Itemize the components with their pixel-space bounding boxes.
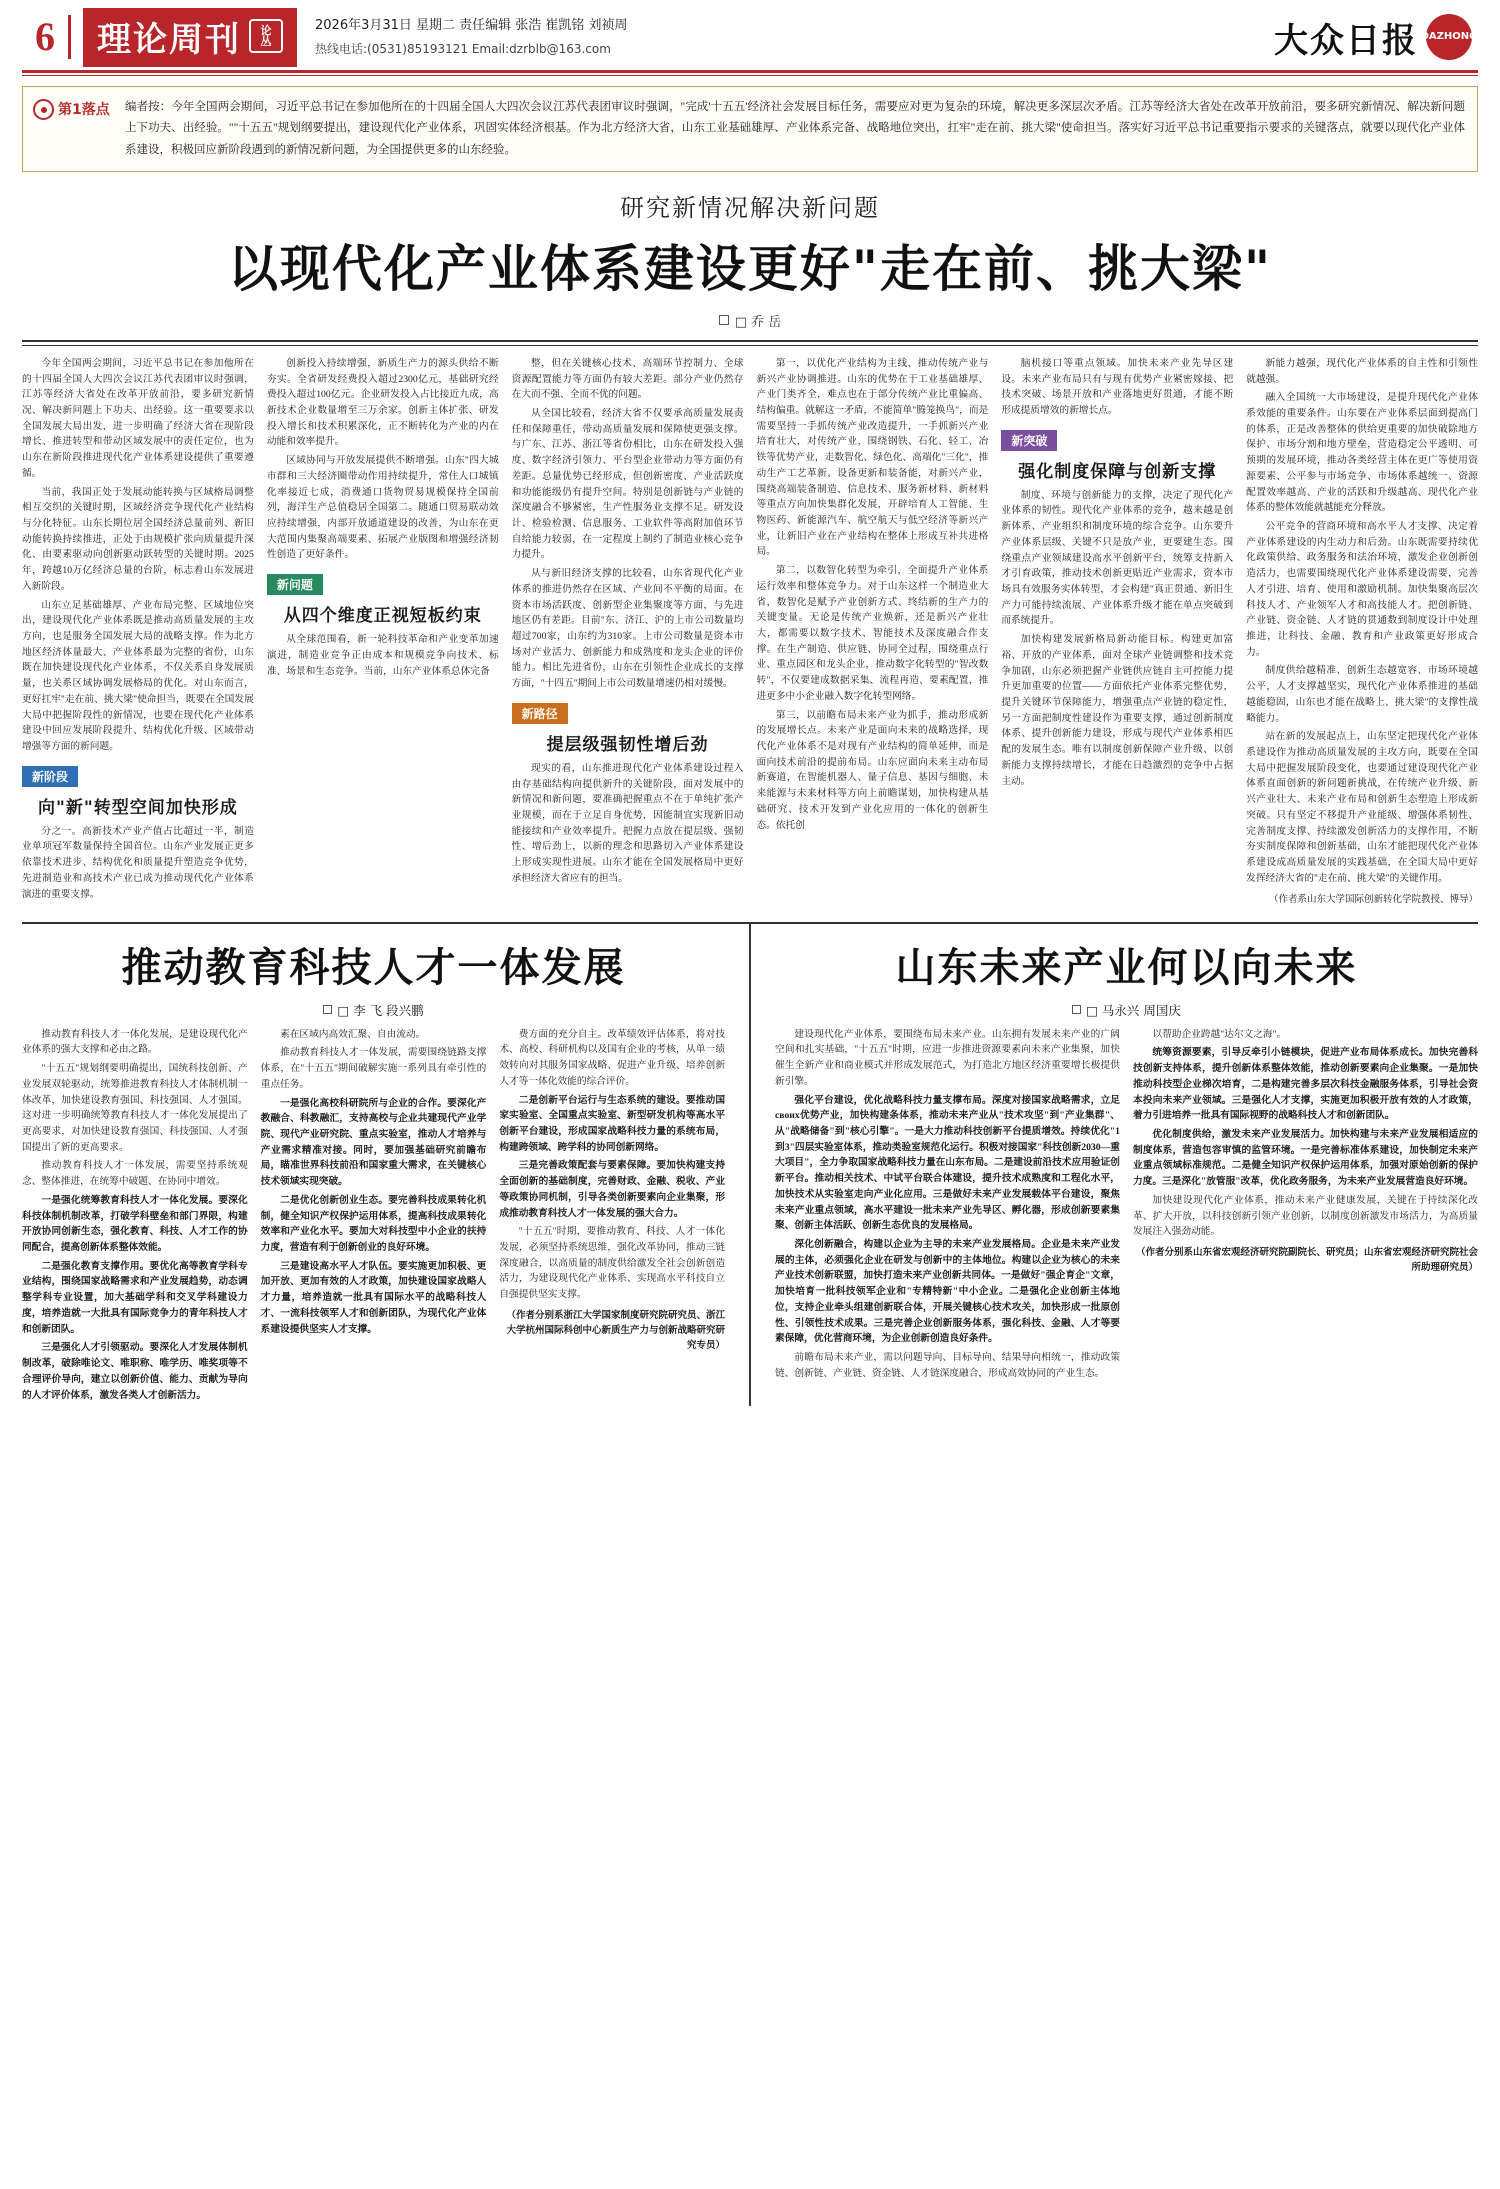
column-2	[267, 356, 499, 908]
paragraph: 推动教育科技人才一体发展，需要坚持系统观念、整体推进，在统筹中破题、在协同中增效。	[22, 1160, 248, 1188]
section-subhead-new-breakthrough: 强化制度保障与创新支撑	[1018, 461, 1217, 482]
section-tag-new-breakthrough: 新突破	[1001, 430, 1057, 451]
seal-top-text: 论	[260, 24, 272, 37]
column-3	[512, 356, 744, 908]
paragraph: 当前，我国正处于发展动能转换与区域格局调整相互交织的关键时期，区域经济竞争现代化产业结构与分化特征。山东长期位居全国经济总量前列、新旧动能转换持续推进，正处于由规模扩张向质量提升深化、由要素驱动向创新驱动跃转型的关键时期。2025年，跨越10万亿经济总量的台阶，标志着山东发展进入新阶段。	[22, 486, 254, 592]
paragraph: 区域协同与开放发展提供不断增强。山东"四大城市群和三大经济圈带动作用持续提升，常住人口城镇化率接近七成，消费通口货物贸易规模保持全国前列，海洋生产总值稳居全国第二。随通口贸易联动效应持续增强，内部开放通道建设的改善，为山东在更大范围内集聚高端要素、拓展产业版图和增强经济韧性创造了更好条件。	[266, 455, 499, 561]
byline-text: □ 乔 岳	[734, 314, 782, 330]
masthead-rule-thin	[22, 75, 1478, 76]
issue-date-line: 2026年3月31日 星期二 责任编辑 张浩 崔凯铭 刘祯周	[315, 18, 628, 34]
paragraph: 前瞻布局未来产业，需以问题导向、目标导向、结果导向相统一，推动政策链、创新链、产业链、资金链、人才链深度融合，形成高效协同的产业生态。	[775, 1352, 1120, 1379]
masthead	[18, 0, 1482, 68]
paragraph: 脑机接口等重点领域。加快未来产业先导区建设。未来产业布局只有与现有优势产业紧密嫁接、把技术突破、场景开放和产业落地更好贯通，才能不断形成提质增效的新增长点。	[1001, 357, 1234, 416]
feature-right-column-1	[775, 1027, 1120, 1385]
feature-left-byline	[22, 1001, 725, 1019]
article-headline: 以现代化产业体系建设更好"走在前、挑大梁"	[227, 239, 1273, 298]
contact-line: 热线电话:(0531)85193121 Email:dzrblb@163.com	[315, 41, 611, 56]
paragraph: 站在新的发展起点上，山东坚定把现代化产业体系建设作为推动高质量发展的主攻方向，既要在全国大局中把握发展阶段变化，也要通过建设现代化产业体系直面创新的新问题新挑战，在传统产业升级、新兴产业壮大、未来产业布局和创新生态塑造上形成新突破。只有坚定不移提升产业能级、增强体系韧性、完善制度支撑、持续激发创新活力的支撑作用，不断夯实制度保障和创新基础，山东才能把现代化产业体系建设成高质量发展的实践基础，在全国大局中更好发挥经济大省的"走在前、挑大梁"的关键作用。	[1246, 731, 1478, 884]
feature-left-byline-text: □ 李 飞 段兴鹏	[337, 1002, 424, 1018]
paragraph: 二是强化教育支撑作用。要优化高等教育学科专业结构，围绕国家战略需求和产业发展趋势，动态调整学科专业设置，加大基础学科和交叉学科建设力度，培养造就一大批具有国际竞争力的青年科技人才和创新团队。	[22, 1260, 248, 1335]
paragraph: 三是完善政策配套与要素保障。要加快构建支持全面创新的基础制度，完善财政、金融、税收、产业等政策协同机制，引导各类创新要素向企业集聚，形成推动教育科技人才一体发展的强大合力。	[499, 1160, 726, 1219]
paragraph: 一是强化高校科研院所与企业的合作。要深化产教融合、科教融汇，支持高校与企业共建现代产业学院、现代产业研究院、重点实验室，推动人才培养与产业需求精准对接。同时，要加强基础研究前瞻布局，瞄准世界科技前沿和国家重大需求，在关键核心技术领域实现突破。	[260, 1097, 487, 1188]
main-article-columns	[22, 356, 1478, 908]
paragraph: 制度供给越精准、创新生态越宽容、市场环境越公平，人才支撑越坚实，现代化产业体系推进的基础越能稳固，山东也才能在战略上、挑大梁"的支撑性战略能力。	[1246, 665, 1478, 724]
paragraph: 整，但在关键核心技术、高端环节控制力、全球资源配置能力等方面仍有较大差距。部分产业仍然存在大而不强、全而不优的问题。	[511, 357, 744, 401]
paragraph: 建设现代化产业体系，要围绕布局未来产业。山东拥有发展未来产业的广阔空间和扎实基础，"十五五"时期，应进一步推进资源要素向未来产业集聚，加快催生全新产业和商业模式并形成发展范式，为打造北方地区经济重要增长极提供新引擎。	[775, 1028, 1120, 1087]
section-tag-new-problem: 新问题	[267, 574, 323, 595]
section-tag-wrap-1	[22, 758, 254, 791]
byline-marker-icon	[719, 315, 729, 325]
paragraph: 以帮助企业跨越"达尔文之海"。	[1152, 1028, 1287, 1040]
masthead-brand	[1274, 13, 1476, 62]
paragraph: 融入全国统一大市场建设，是提升现代化产业体系效能的重要条件。山东要在产业体系层面到提高门的体系，正是改善整体的供给更重要的加快破除地方保护、市场分割和地方壁垒，营造稳定公平透明、可预期的发展环境，推动各类经营主体在更广等使用资源要素、公平参与市场竞争、市场体系越统一、资源配置效率越高、产业的活跃和升级越高、现代化产业体系的整体效能就越能充分释放。	[1246, 392, 1478, 514]
paragraph: 第一，以优化产业结构为主线，推动传统产业与新兴产业协调推进。山东的优势在于工业基础雄厚、产业门类齐全，难点也在于部分传统产业比重偏高、结构偏重。就解这一矛盾，不能简单"腾笼换鸟"，而是需要坚持一手抓传统产业改造提升，一手抓新兴产业培育壮大，对传统产业，围绕钢铁、石化、轻工、冶铁等优势产业，走数智化、绿色化、高端化"三化"，推动生产工艺革新、设备更新和装备能，对新兴产业，围绕高端装备制造、信息技术、服务新材料、新材料等重点方向加快集群化发展，开辟培育人工智能、生物医药、新能源汽车、航空航天与低空经济等新兴产业，让新旧产业在产业结构在整体上形成互补共进格局。	[756, 357, 989, 558]
masthead-meta	[315, 16, 628, 58]
paragraph: 制度、环境与创新能力的支撑，决定了现代化产业体系的韧性。现代化产业体系的竞争，越来越是创新体系、产业组织和制度环境的综合竞争。山东要升产业体系层级、关键不只是放产业，更要建生态。围绕重点产业领域建设高水平创新平台，统筹支持新入才引育政策，推动技术创新更贴近产业需求，资本市场具有效服务实体转型，才会构建"真正贯通、新旧生产力可能持续流展、产业体系升级才能在单点突破到而系统提升。	[1001, 489, 1234, 627]
feature-right-title: 山东未来产业何以向未来	[895, 944, 1358, 991]
column-5	[1001, 356, 1233, 908]
paragraph: 深化创新融合，构建以企业为主导的未来产业发展格局。企业是未来产业发展的主体，必须强化企业在研发与创新中的主体地位。构建以企业为核心的未来产业技术创新联盟，加快打造未来产业创新共同体。一是做好"强企育企"文章，加快培育一批科技领军企业和"专精特新"中小企业。二是强化企业创新主体地位，支持企业牵头组建创新联合体，开展关键核心技术攻关，加快形成一批原创性、引领性技术成果。三是完善企业创新服务体系，强化科技、金融、人才等要素保障，优化营商环境，为企业创新创造良好条件。	[775, 1239, 1120, 1345]
paragraph: 强化平台建设，优化战略科技力量支撑布局。深度对接国家战略需求，立足своих优势产业，加快构建条体系，推动未来产业从"技术攻坚"到"产业集群"、从"战略储备"到"核心引擎"。一是大力推动科技创新平台提质增效。持续优化"1到3"四层实验室体系，推动类验室规范化运行。积极对接国家"科技创新2030—重大项目"，全力争取国家战略科技力量在山东布局。二是建设前沿技术应用验证创新平台。推动相关技术、中试平台联合体建设，提升技术成熟度和工程化水平，加快技术从实验室走向产业化应用。三是做好未来产业发展载体平台建设，聚焦未来产业重点领域，高水平建设一批未来产业先导区、孵化器，形成创新要素集聚、创新主体活跃、创新生态优良的发展格局。	[775, 1094, 1120, 1232]
paragraph: 公平竞争的营商环境和高水平人才支撑、决定着产业体系建设的内生动力和后劲。山东既需要持续优化政策供给、政务服务和法治环境，激发企业创新创造活力，也需要围绕现代化产业体系建设需要，完善人才引进、培育、使用和激励机制。加快集聚高层次科技人才、产业领军人才和高技能人才。把创新链、产业链、资金链、人才链的贯通数到制度设计中处理推进，让科技、金融、教育和产业政策更好形成合力。	[1246, 520, 1478, 658]
headline-rule	[22, 340, 1478, 346]
paragraph: 三是建设高水平人才队伍。要实施更加积极、更加开放、更加有效的人才政策，加快建设国家战略人才力量，培养造就一批具有国际水平的战略科技人才、一流科技领军人才和创新团队，为现代化产业体系建设提供坚实人才支撑。	[260, 1260, 487, 1335]
paragraph: 从全球范围看，新一轮科技革命和产业变革加速演进，制造业竞争正由成本和规模竞争向技术、标准、场景和生态竞争。当前，山东产业体系总体完备	[266, 634, 499, 677]
paragraph: "十五五"规划纲要明确提出，国统科技创新、产业发展双轮驱动，统筹推进教育科技人才体制机制一体改革，加快建设教育强国、科技强国、人才强国。这对进一步明确统筹教育科技人才一体化发展提出了更高要求，对加快建设教育强国、科技强国、人才强国提出了新的更高要求。	[22, 1063, 248, 1153]
paragraph: 第三，以前瞻布局未来产业为抓手，推动形成新的发展增长点。未来产业是面向未来的战略选择，现代化产业体系不是对现有产业结构的简单延伸，而是面向技术前沿的提前布局。山东应面向未来主动布局新赛道，在智能机器人、量子信息、基因与细胞、未来能源与未来材料等方向上前瞻谋划，加快构建从基础研究、技术开发到产业化应用的一体化的创新生态。依托创	[756, 709, 989, 831]
target-icon	[33, 99, 54, 120]
paragraph: 现实的看，山东推进现代化产业体系建设过程入由存基础结构向提供新升的关键阶段，面对发展中的新情况和新问题，要准确把握重点不在于单纯扩张产业规模，而在于立足自身优势，因能制宜实现新旧动能接续和产业效率提升。把握力点放在提层级、强韧性、增后劲上，以新的理念和思路切入产业体系建设上形成实现性进展。山东才能在全国发展格局中更好承担经济大省应有的担当。	[511, 762, 744, 884]
editor-note-box	[22, 86, 1478, 172]
paragraph: 费方面的充分自主。改革绩效评估体系，将对技术、高校、科研机构以及国有企业的考核，从单一绩效转向对其服务国家战略、促进产业升级、培养创新人才等一体化效能的综合评价。	[499, 1028, 726, 1087]
page-folio: 6	[35, 14, 55, 59]
column-4	[756, 356, 988, 908]
column-6	[1246, 356, 1478, 908]
paragraph: 二是创新平台运行与生态系统的建设。要推动国家实验室、全国重点实验室、新型研发机构等高水平创新平台建设，形成国家战略科技力量的系统布局，构建跨领域、跨学科的协同创新网络。	[499, 1094, 726, 1153]
paragraph: 从与新旧经济支撑的比较看，山东省现代化产业体系的推进仍然存在区域、产业间不平衡的局面。在资本市场活跃度、创新型企业集聚度等方面，与先进地区仍有差距。目前"东、济江、沪的上市公司数量均超过700家，山东约为310家。上市公司数量是资本市场对产业活力、创新能力和成熟度和龙头企业的评价能力。相比先进省份，山东在引领性企业成长的支撑方面，"十四五"期间上市公司数量增速仍相对缓慢。	[511, 568, 744, 690]
section-tag-wrap-2	[267, 566, 499, 599]
feature-article-left	[22, 924, 725, 1407]
byline-marker-icon	[323, 1005, 332, 1014]
paragraph: 推动教育科技人才一体化发展，是建设现代化产业体系的强大支撑和必由之路。	[22, 1028, 248, 1056]
feature-right-byline-text: □ 马永兴 周国庆	[1086, 1002, 1181, 1018]
paragraph: 今年全国两会期间，习近平总书记在参加他所在的十四届全国人大四次会议江苏代表团审议时强调，江苏等经济大省处在改革开放前沿，要多研究新情况、解决新问题上下功夫、出经验。这一重要要求以全国发展大局出发，进一步明确了经济大省在现阶段增长、推进转型和带动区域发展中的责任定位，也为山东在新阶段推进现代化产业体系建设提供了重要遵循。	[22, 357, 254, 479]
feature-left-columns	[22, 1027, 725, 1407]
paragraph: 分之一。高新技术产业产值占比超过一半，制造业单项冠军数量保持全国首位。山东产业发展正更多依靠技术进步、结构优化和质量提升塑造竞争优势，先进制造业和高技术产业已成为推动现代化产业体系演进的重要支撑。	[22, 825, 254, 900]
section-tag-wrap-4	[1001, 422, 1233, 455]
article-byline	[18, 311, 1482, 330]
paragraph: 统筹资源要素，引导反牵引小链模块，促进产业布局体系成长。加快完善科技创新支持体系，提升创新体系整体效能，推动创新要素向企业集聚。一是加快推动科技型企业梯次培育，二是构建完善多层次科技金融服务体系，引导社会资本投向未来产业领域。三是强化人才支撑，实施更加积极开放有效的人才政策，着力引进培养一批具有国际视野的战略科技人才和创新团队。	[1133, 1047, 1478, 1122]
feature-right-columns	[775, 1027, 1478, 1385]
section-subhead-new-stage: 向"新"转型空间加快形成	[38, 797, 238, 818]
editor-note-text: 编者按：今年全国两会期间，习近平总书记在参加他所在的十四届全国人大四次会议江苏代表团审议时强调，"完成'十五五'经济社会发展目标任务，需要应对更为复杂的环境，解决更多深层次矛盾。江苏等经济大省处在改革开放前沿，要多研究新情况、解决新问题上下功夫、出经验。""十五五"规划纲要提出，建设现代化产业体系，巩固实体经济根基。作为北方经济大省，山东工业基础雄厚、产业体系完备、战略地位突出，扛牢"走在前、挑大梁"使命担当。落实好习近平总书记重要指示要求的关键落点，就要以现代化产业体系建设，积极回应新阶段遇到的新情况新问题，为全国提供更多的山东经验。	[125, 101, 1465, 156]
paragraph: "十五五"时期，要推动教育、科技、人才一体化发展，必须坚持系统思维，强化改革协同，推动三链深度融合，以高质量的制度供给激发全社会创新创造活力，为建设现代化产业体系、实现高水平科技自立自强提供坚实支撑。	[499, 1226, 726, 1301]
paragraph: 推动教育科技人才一体发展，需要围绕链路支撑体系，在"十五五"期间破解实施一系列具有牵引性的重点任务。	[260, 1047, 487, 1090]
feature-left-column-3	[499, 1027, 725, 1407]
feature-left-title: 推动教育科技人才一体发展	[121, 944, 626, 991]
paper-logo-icon: DAZHONG	[1426, 14, 1472, 60]
section-tag-new-path: 新路径	[512, 703, 568, 724]
feature-vertical-divider	[749, 924, 751, 1407]
paragraph: 创新投入持续增强，新质生产力的源头供给不断夯实。全省研发经费投入超过2300亿元，基础研究经费投入超过100亿元。企业研发投入占比接近九成，高新技术企业数量增至三万余家。创新主体扩张、研发投入增长和技术积累深化，正不断转化为产业的内在动能和效率提升。	[266, 357, 499, 448]
feature-right-column-2	[1133, 1027, 1478, 1385]
paragraph: 素在区域内高效汇聚、自由流动。	[280, 1028, 426, 1040]
paragraph: 加快建设现代化产业体系，推动未来产业健康发展，关键在于持续深化改革、扩大开放，以科技创新引领产业创新，以制度创新激发市场活力，为高质量发展注入强劲动能。	[1133, 1194, 1478, 1238]
section-subhead-new-path: 提层级强韧性增后劲	[546, 734, 709, 755]
seal-stamp	[249, 19, 283, 53]
section-nameplate	[83, 8, 297, 67]
paragraph: 从全国比较看，经济大省不仅要承高质量发展责任和保障重任，带动高质量发展和保障使更强支撑。与广东、江苏、浙江等省份相比，山东在研发投入强度、数字经济引领力、平台型企业带动力等方面仍有差距。总量优势已经形成，但创新密度、产业活跃度和功能能级仍有提升空间。特别是创新链与产业链的深度融合不够紧密，生产性服务业支撑不足。研发设计、检验检测、信息服务、工业软件等高附加值环节自给能力较弱，在一定程度上制约了制造业核心竞争力提升。	[511, 407, 744, 561]
column-1	[22, 356, 254, 908]
masthead-divider	[68, 15, 71, 59]
paragraph: 一是强化统筹教育科技人才一体化发展。要深化科技体制机制改革，打破学科壁垒和部门界限，构建开放协同创新生态，强化教育、科技、人才工作的协同配合，提高创新体系整体效能。	[22, 1194, 248, 1254]
section-subhead-new-problem: 从四个维度正视短板约束	[283, 606, 482, 627]
section-nameplate-text: 理论周刊	[97, 19, 241, 60]
feature-left-source-note: （作者分别系浙江大学国家制度研究院研究员、浙江大学杭州国际科创中心新质生产力与创新战略研究研究专员）	[506, 1310, 726, 1352]
section-tag-new-stage: 新阶段	[22, 766, 78, 787]
paragraph: 加快构建发展新格局新动能目标。构建更加富裕、开放的产业体系，面对全球产业链调整和技术竞争加剧，山东必须把握产业链供应链自主可控能力提升更加重要的位置——方面依托产业体系完整优势，提升关键环节保障能力，增强重点产业链的稳定性，另一方面把制度性建设作为重要支撑，通过创新制度体系、提升创新能力建设，形成与现代产业体系相匹配的发展生态。唯有以制度创新保障产业升级、以创新能力支撑持续增长，才能在日趋激烈的竞争中占据主动。	[1001, 634, 1234, 787]
feature-right-source-note: （作者分别系山东省宏观经济研究院副院长、研究员；山东省宏观经济研究院社会所助理研究员）	[1135, 1248, 1478, 1274]
masthead-rule	[22, 70, 1478, 73]
main-article-author-note: （作者系山东大学国际创新转化学院教授、博导）	[1268, 894, 1478, 905]
paragraph: 三是强化人才引领驱动。要深化人才发展体制机制改革，破除唯论文、唯职称、唯学历、唯奖项等不合理评价导向，建立以创新价值、能力、贡献为导向的人才评价体系，激发各类人才创新活力。	[22, 1342, 248, 1401]
feature-right-byline	[775, 1001, 1478, 1019]
feature-article-right	[775, 924, 1478, 1407]
editor-note-badge-label: 第1落点	[58, 102, 110, 118]
bottom-features	[22, 924, 1478, 1407]
paragraph: 二是优化创新创业生态。要完善科技成果转化机制，健全知识产权保护运用体系，提高科技成果转化效率和产业化水平。要加大对科技型中小企业的扶持力度，营造有利于创新创业的良好环境。	[260, 1194, 487, 1254]
byline-marker-icon	[1072, 1005, 1081, 1014]
section-tag-wrap-3	[512, 695, 744, 728]
seal-bottom-text: 丛	[260, 35, 272, 48]
article-kicker: 研究新情况解决新问题	[620, 193, 880, 222]
paragraph: 山东立足基础雄厚、产业布局完整、区域地位突出，建设现代化产业体系既是推动高质量发展的主攻方向，也是服务全国发展大局的战略支撑。作为北方地区经济体量最大、产业体系最为完整的省份，山东既在加快建设现代化产业体系，不仅关系自身发展质量，也关系区域协调发展格局的优化。对山东而言，更好扛牢"走在前、挑大梁"使命担当，既要在全国发展大局中把握阶段性的新情况，也要在现代化产业体系建设中回应发展阶段提升、结构优化升级、区域带动增强等方面的新问题。	[22, 599, 254, 753]
paragraph: 第二，以数智化转型为牵引，全面提升产业体系运行效率和整体竞争力。对于山东这样一个制造业大省，数智化是赋予产业创新方式、终结新的生产力的关键变量。无论是传统产业焕新，还是新兴产业壮大，都需要以数字技术、智能技术及深度融合作支撑。在生产制造、供应链、协同全过程，围绕重点行业、重点园区和龙头企业，推动数字化转型的"智改数转"，不仅要建成数据采集、流程再造、要素配置，推进更多中小企业融入数字化转型网络。	[756, 565, 989, 702]
paper-name: 大众日报	[1274, 20, 1418, 61]
editor-note-badge	[33, 97, 125, 161]
paragraph: 新能力越强，现代化产业体系的自主性和引领性就越强。	[1246, 357, 1478, 385]
feature-left-column-1	[22, 1027, 248, 1407]
paragraph: 优化制度供给，激发未来产业发展活力。加快构建与未来产业发展相适应的制度体系，营造包容审慎的监管环境。一是完善标准体系建设，加快制定未来产业重点领域标准规范。二是健全知识产权保护运用体系，加强对原始创新的保护力度。三是深化"放管服"改革，优化政务服务，为未来产业发展营造良好环境。	[1133, 1129, 1478, 1188]
feature-left-column-2	[261, 1027, 487, 1407]
